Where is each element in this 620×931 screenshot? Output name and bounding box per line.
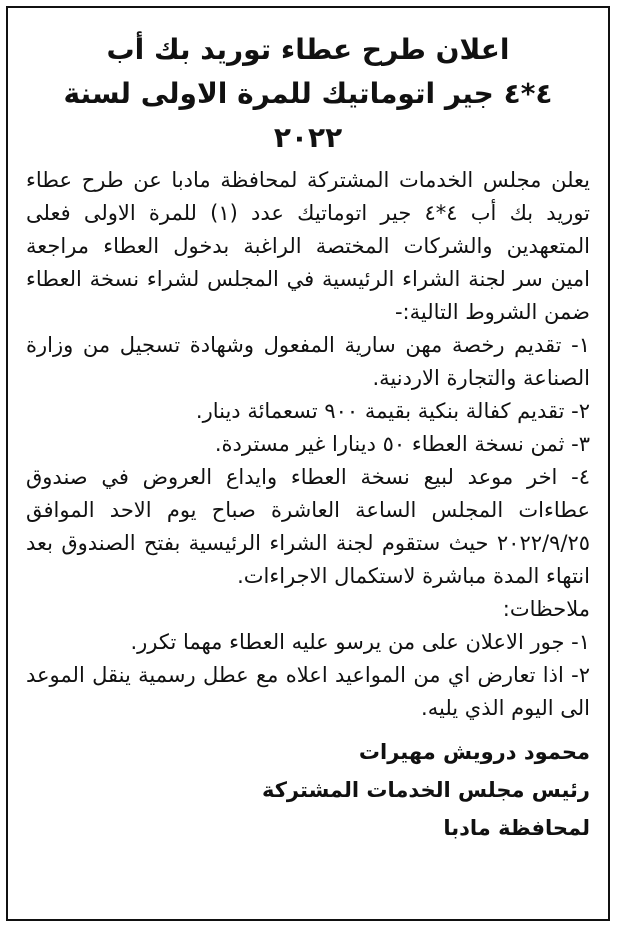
condition-3: ٣- ثمن نسخة العطاء ٥٠ دينارا غير مستردة. — [214, 432, 590, 456]
intro-paragraph: يعلن مجلس الخدمات المشتركة لمحافظة مادبا عن طرح عطاء توريد بك أب ٤*٤ جير اتوماتيك عدد (١) للمرة الاولى فعلى المتعهدين والشركات المختصة الراغبة بدخول العطاء مراجعة امين سر لجنة الشراء الرئيسية في المجلس لشراء نسخة العطاء ضمن الشروط التالية:- — [26, 168, 591, 324]
announcement-frame — [6, 6, 610, 921]
condition-4: ٤- اخر موعد لبيع نسخة العطاء وايداع العروض في صندوق عطاءات المجلس الساعة العاشرة صباح يوم الاحد الموافق ٢٠٢٢/٩/٢٥ حيث ستقوم لجنة الشراء الرئيسية بفتح الصندوق بعد انتهاء المدة مباشرة لاستكمال الاجراءات. — [26, 465, 590, 588]
signatory-name: محمود درويش مهيرات — [358, 740, 590, 764]
signatory-position: رئيس مجلس الخدمات المشتركة — [261, 778, 590, 802]
signatory-office: لمحافظة مادبا — [443, 816, 590, 840]
announcement-title-line-1: اعلان طرح عطاء توريد بك أب — [106, 33, 510, 66]
announcement-body — [8, 8, 608, 847]
condition-2: ٢- تقديم كفالة بنكية بقيمة ٩٠٠ تسعمائة دينار. — [195, 399, 590, 423]
condition-1: ١- تقديم رخصة مهن سارية المفعول وشهادة تسجيل من وزارة الصناعة والتجارة الاردنية. — [26, 333, 590, 390]
note-2: ٢- اذا تعارض اي من المواعيد اعلاه مع عطل رسمية ينقل الموعد الى اليوم الذي يليه. — [26, 663, 590, 720]
notes-heading: ملاحظات: — [502, 597, 590, 621]
note-1: ١- جور الاعلان على من يرسو عليه العطاء مهما تكرر. — [130, 630, 590, 654]
announcement-title-line-2: ٤*٤ جير اتوماتيك للمرة الاولى لسنة ٢٠٢٢ — [63, 77, 553, 154]
